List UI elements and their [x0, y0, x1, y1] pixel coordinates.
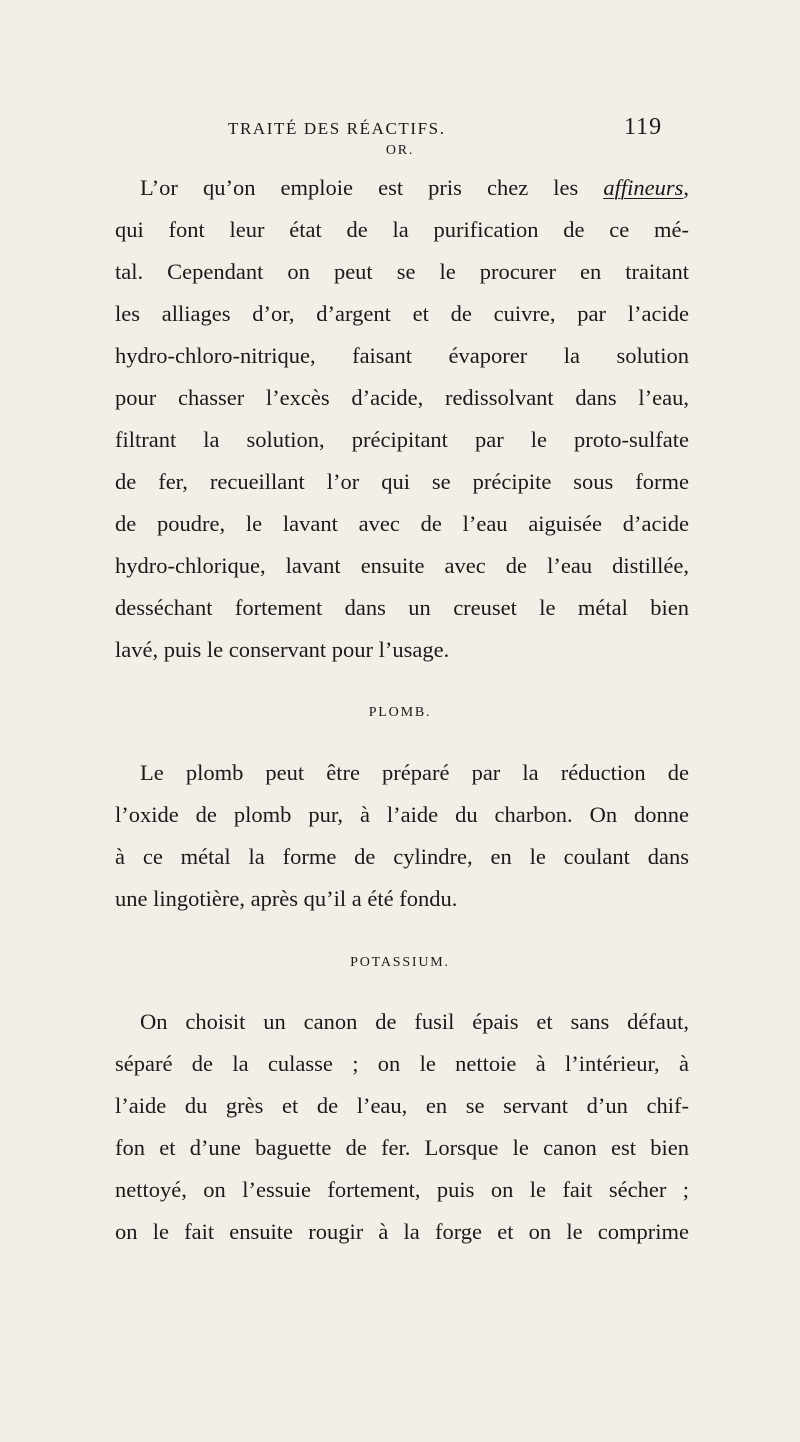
text-line: fon et d’une baguette de fer. Lorsque le canon est bien: [115, 1135, 689, 1160]
text-line: on le fait ensuite rougir à la forge et on le comprime: [115, 1219, 689, 1244]
text-line: l’oxide de plomb pur, à l’aide du charbon. On donne: [115, 802, 689, 827]
text-line: desséchant fortement dans un creuset le métal bien: [115, 595, 689, 620]
page-number: 119: [624, 114, 663, 140]
section-heading-potassium: POTASSIUM.: [350, 955, 450, 970]
text-line: à ce métal la forme de cylindre, en le coulant dans: [115, 844, 689, 869]
text-line: lavé, puis le conservant pour l’usage.: [115, 637, 450, 662]
text-line: de fer, recueillant l’or qui se précipite sous forme: [115, 469, 689, 494]
emphasized-word: affineurs: [603, 175, 684, 200]
text-line: On choisit un canon de fusil épais et sans défaut,: [140, 1009, 689, 1034]
text-line: Le plomb peut être préparé par la réduction de: [140, 760, 689, 785]
text-line: tal. Cependant on peut se le procurer en traitant: [115, 259, 689, 284]
text-line: hydro-chloro-nitrique, faisant évaporer la solution: [115, 343, 689, 368]
text-line: L’or qu’on emploie est pris chez les affineurs,: [140, 175, 689, 200]
text-line: hydro-chlorique, lavant ensuite avec de l’eau distillée,: [115, 553, 689, 578]
text-line: filtrant la solution, précipitant par le proto-sulfate: [115, 427, 689, 452]
section-heading-or: OR.: [385, 143, 415, 158]
running-head: [0, 113, 800, 145]
text-line: l’aide du grès et de l’eau, en se servant d’un chif-: [115, 1093, 689, 1118]
section-heading-plomb: PLOMB.: [368, 705, 432, 720]
text-line: pour chasser l’excès d’acide, redissolvant dans l’eau,: [115, 385, 689, 410]
text-line: une lingotière, après qu’il a été fondu.: [115, 886, 458, 911]
text-line: de poudre, le lavant avec de l’eau aiguisée d’acide: [115, 511, 689, 536]
running-title: TRAITÉ DES RÉACTIFS.: [228, 119, 446, 138]
text-line: nettoyé, on l’essuie fortement, puis on le fait sécher ;: [115, 1177, 689, 1202]
text-line: les alliages d’or, d’argent et de cuivre, par l’acide: [115, 301, 689, 326]
text-line: séparé de la culasse ; on le nettoie à l’intérieur, à: [115, 1051, 689, 1076]
text-line: qui font leur état de la purification de ce mé-: [115, 217, 689, 242]
